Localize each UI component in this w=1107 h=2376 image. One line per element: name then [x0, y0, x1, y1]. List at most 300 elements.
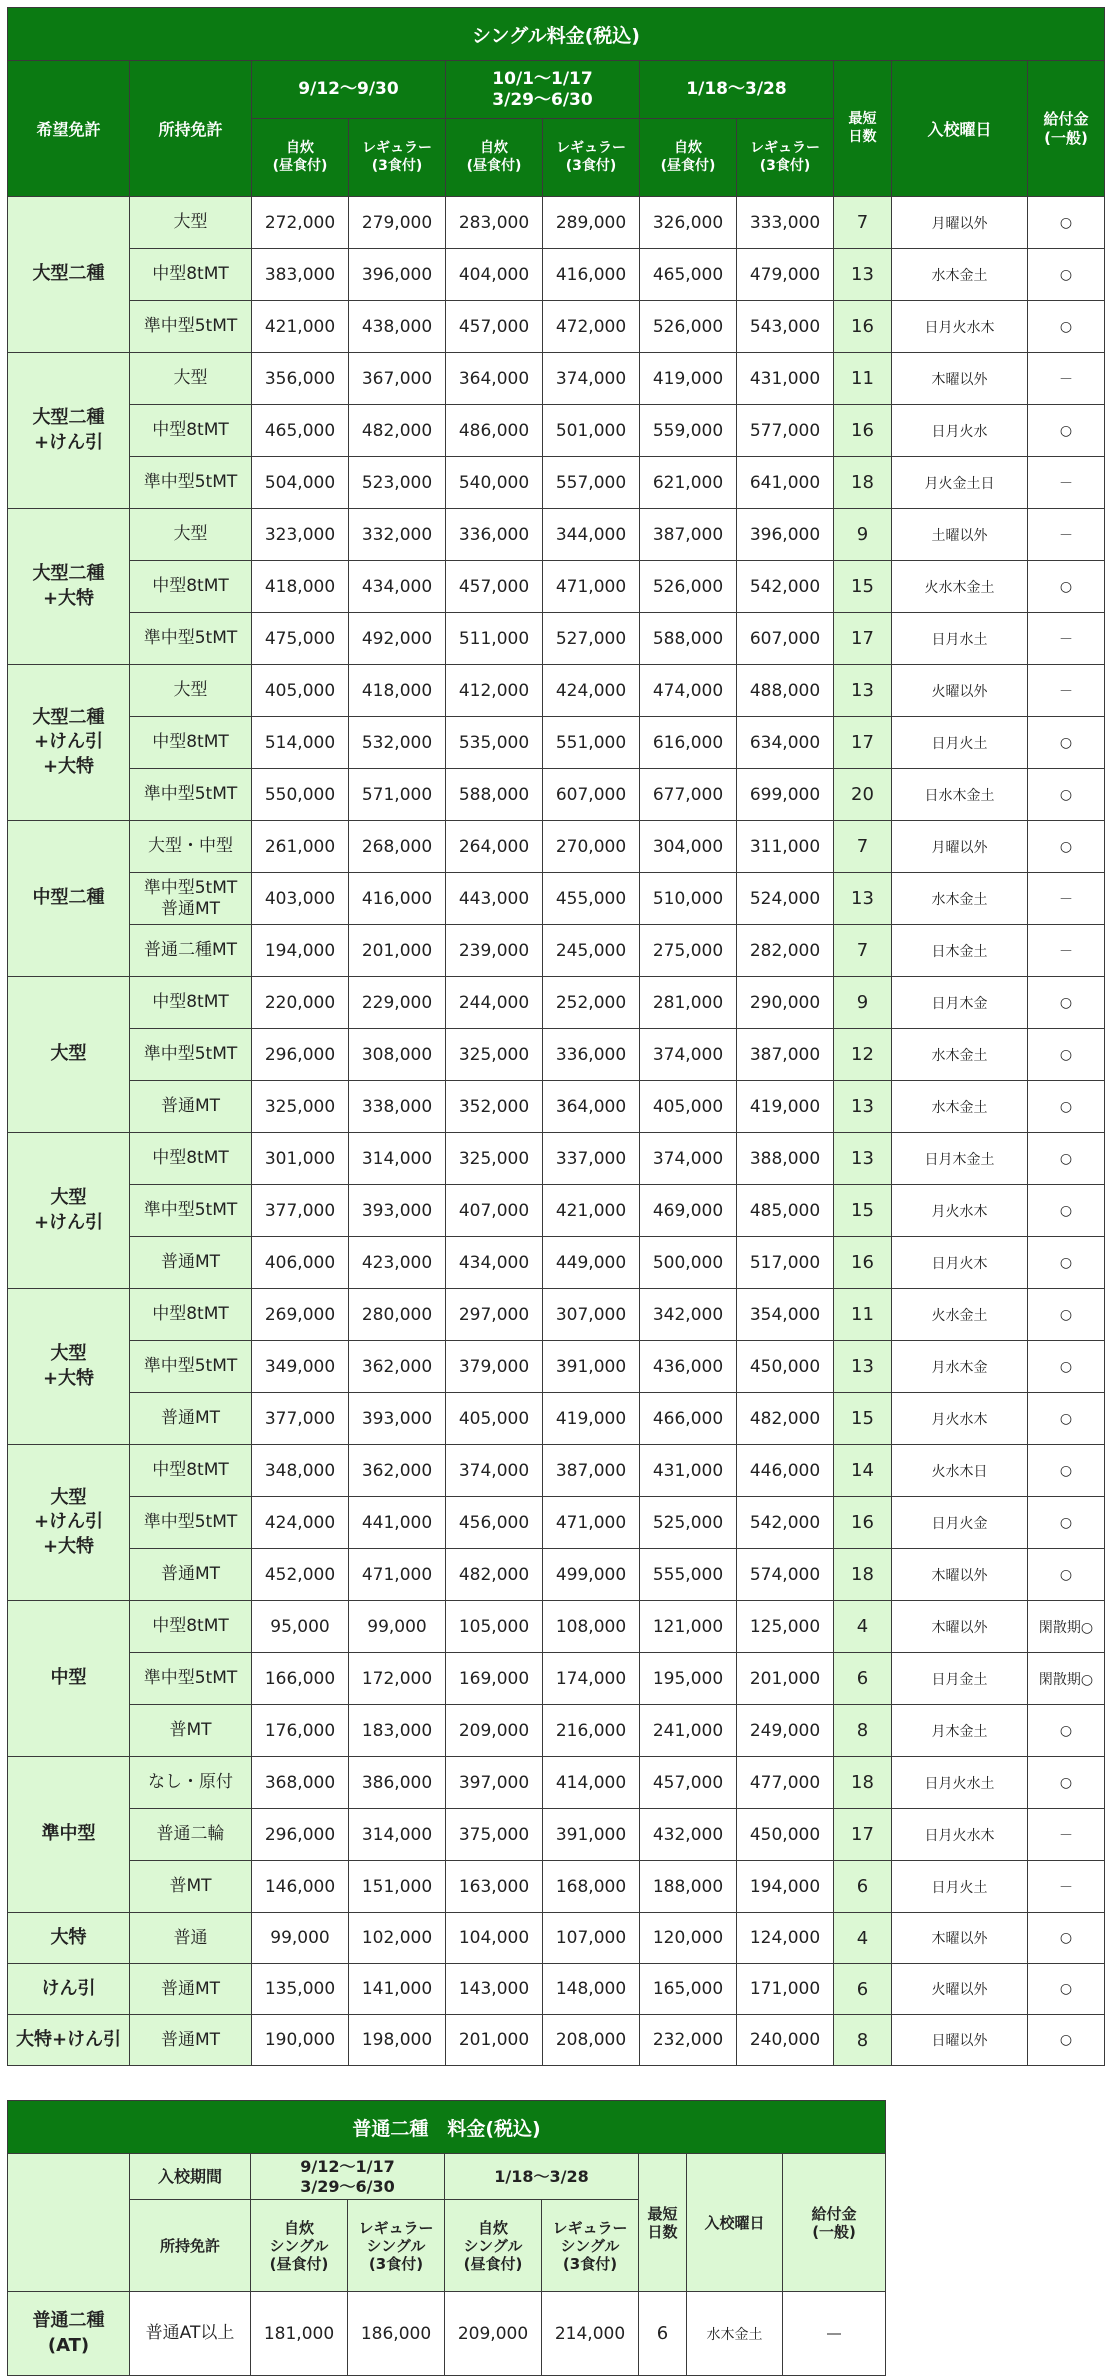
price-cell: 407,000 [446, 1185, 543, 1237]
price-cell: 414,000 [543, 1757, 640, 1809]
price-cell: 524,000 [737, 873, 834, 925]
weekday-cell: 火水木金土 [892, 561, 1028, 613]
grant-cell: ○ [1028, 197, 1105, 249]
price-cell: 543,000 [737, 301, 834, 353]
price-cell: 482,000 [446, 1549, 543, 1601]
grant-cell: － [1028, 457, 1105, 509]
sub-header-period-1: 9/12～1/17 3/29～6/30 [251, 2154, 445, 2200]
price-cell: 314,000 [349, 1809, 446, 1861]
sub-header-regular: レギュラー シングル (3食付) [348, 2200, 445, 2292]
min-days-cell: 16 [834, 301, 892, 353]
price-cell: 379,000 [446, 1341, 543, 1393]
weekday-cell: 木曜以外 [892, 1601, 1028, 1653]
min-days-cell: 13 [834, 1081, 892, 1133]
min-days-cell: 12 [834, 1029, 892, 1081]
grant-cell: 閑散期○ [1028, 1653, 1105, 1705]
table-row [8, 1237, 1105, 1289]
price-cell: 337,000 [543, 1133, 640, 1185]
sub-header-period-label: 入校期間 [130, 2154, 251, 2200]
grant-cell: ○ [1028, 769, 1105, 821]
price-cell: 607,000 [543, 769, 640, 821]
weekday-cell: 木曜以外 [892, 1549, 1028, 1601]
price-cell: 423,000 [349, 1237, 446, 1289]
min-days-cell: 15 [834, 1393, 892, 1445]
price-cell: 270,000 [543, 821, 640, 873]
price-cell: 190,000 [252, 2015, 349, 2066]
table-row [8, 1705, 1105, 1757]
grant-cell: ○ [1028, 561, 1105, 613]
held-license-label: 普通MT [130, 1393, 252, 1445]
weekday-cell: 日木金土 [892, 925, 1028, 977]
single-fee-table [7, 7, 1105, 2066]
held-license-label: 準中型5tMT [130, 613, 252, 665]
price-cell: 364,000 [446, 353, 543, 405]
held-license-label: 普通MT [130, 1237, 252, 1289]
held-license-label: 中型8tMT [130, 249, 252, 301]
grant-cell: ○ [1028, 1289, 1105, 1341]
price-cell: 141,000 [349, 1964, 446, 2015]
weekday-cell: 日月火土 [892, 717, 1028, 769]
held-license-label: 準中型5tMT [130, 1029, 252, 1081]
table-row [8, 665, 1105, 717]
price-cell: 416,000 [349, 873, 446, 925]
price-cell: 311,000 [737, 821, 834, 873]
header-desired-license: 希望免許 [8, 61, 130, 197]
table-row [8, 1133, 1105, 1185]
min-days-cell: 4 [834, 1913, 892, 1964]
held-license-label: 大型 [130, 197, 252, 249]
price-cell: 404,000 [446, 249, 543, 301]
price-cell: 325,000 [446, 1029, 543, 1081]
grant-cell: ○ [1028, 1133, 1105, 1185]
price-cell: 201,000 [349, 925, 446, 977]
min-days-cell: 13 [834, 665, 892, 717]
price-cell: 431,000 [737, 353, 834, 405]
price-cell: 269,000 [252, 1289, 349, 1341]
price-cell: 301,000 [252, 1133, 349, 1185]
weekday-cell: 日曜以外 [892, 2015, 1028, 2066]
weekday-cell: 日月木金 [892, 977, 1028, 1029]
price-cell: 120,000 [640, 1913, 737, 1964]
price-cell: 168,000 [543, 1861, 640, 1913]
weekday-cell: 火水金土 [892, 1289, 1028, 1341]
table-row [8, 561, 1105, 613]
table-row [8, 1601, 1105, 1653]
table-row [8, 1081, 1105, 1133]
price-cell: 449,000 [543, 1237, 640, 1289]
price-cell: 499,000 [543, 1549, 640, 1601]
price-cell: 283,000 [446, 197, 543, 249]
price-cell: 143,000 [446, 1964, 543, 2015]
price-cell: 479,000 [737, 249, 834, 301]
price-cell: 577,000 [737, 405, 834, 457]
price-cell: 264,000 [446, 821, 543, 873]
table-row [8, 1653, 1105, 1705]
price-cell: 607,000 [737, 613, 834, 665]
weekday-cell: 日月金土 [892, 1653, 1028, 1705]
weekday-cell: 月木金土 [892, 1705, 1028, 1757]
min-days-cell: 17 [834, 613, 892, 665]
price-cell: 229,000 [349, 977, 446, 1029]
sub-header-period-2: 1/18～3/28 [445, 2154, 639, 2200]
min-days-cell: 17 [834, 717, 892, 769]
held-license-label: 中型8tMT [130, 405, 252, 457]
sub-price: 181,000 [251, 2292, 348, 2376]
held-license-label: 普通MT [130, 1964, 252, 2015]
price-cell: 354,000 [737, 1289, 834, 1341]
price-cell: 616,000 [640, 717, 737, 769]
held-license-label: 普通MT [130, 1549, 252, 1601]
desired-license-label: 大型二種 +けん引 +大特 [8, 665, 130, 821]
price-cell: 165,000 [640, 1964, 737, 2015]
price-cell: 574,000 [737, 1549, 834, 1601]
price-cell: 474,000 [640, 665, 737, 717]
price-cell: 500,000 [640, 1237, 737, 1289]
table-row [8, 1341, 1105, 1393]
desired-license-label: 大型 +けん引 +大特 [8, 1445, 130, 1601]
sub-header-self-cook: 自炊 シングル (昼食付) [445, 2200, 542, 2292]
price-cell: 557,000 [543, 457, 640, 509]
price-cell: 432,000 [640, 1809, 737, 1861]
price-cell: 332,000 [349, 509, 446, 561]
desired-license-label: 大特+けん引 [8, 2015, 130, 2066]
table-row [8, 1549, 1105, 1601]
grant-cell: ○ [1028, 1237, 1105, 1289]
header-self-cook: 自炊 (昼食付) [252, 119, 349, 197]
price-cell: 374,000 [640, 1029, 737, 1081]
price-cell: 349,000 [252, 1341, 349, 1393]
price-cell: 325,000 [252, 1081, 349, 1133]
price-cell: 540,000 [446, 457, 543, 509]
held-license-label: 準中型5tMT [130, 1185, 252, 1237]
min-days-cell: 18 [834, 457, 892, 509]
price-cell: 457,000 [446, 561, 543, 613]
price-cell: 699,000 [737, 769, 834, 821]
price-cell: 434,000 [349, 561, 446, 613]
held-license-label: なし・原付 [130, 1757, 252, 1809]
price-cell: 621,000 [640, 457, 737, 509]
price-cell: 525,000 [640, 1497, 737, 1549]
price-cell: 240,000 [737, 2015, 834, 2066]
sub-header-self-cook: 自炊 シングル (昼食付) [251, 2200, 348, 2292]
price-cell: 469,000 [640, 1185, 737, 1237]
price-cell: 555,000 [640, 1549, 737, 1601]
price-cell: 456,000 [446, 1497, 543, 1549]
header-grant: 給付金 (一般) [1028, 61, 1105, 197]
table-row [8, 613, 1105, 665]
price-cell: 383,000 [252, 249, 349, 301]
held-license-label: 大型 [130, 665, 252, 717]
price-cell: 296,000 [252, 1809, 349, 1861]
sub-row-label: 普通二種 (AT) [8, 2292, 130, 2376]
price-cell: 297,000 [446, 1289, 543, 1341]
table-row [8, 1964, 1105, 2015]
min-days-cell: 18 [834, 1549, 892, 1601]
table-row [8, 197, 1105, 249]
price-cell: 446,000 [737, 1445, 834, 1497]
sub-price: 186,000 [348, 2292, 445, 2376]
price-cell: 387,000 [737, 1029, 834, 1081]
weekday-cell: 日月火金 [892, 1497, 1028, 1549]
table-row [8, 1809, 1105, 1861]
price-cell: 434,000 [446, 1237, 543, 1289]
price-cell: 279,000 [349, 197, 446, 249]
desired-license-label: 大型二種 +けん引 [8, 353, 130, 509]
price-cell: 99,000 [349, 1601, 446, 1653]
weekday-cell: 月曜以外 [892, 821, 1028, 873]
price-cell: 166,000 [252, 1653, 349, 1705]
min-days-cell: 4 [834, 1601, 892, 1653]
weekday-cell: 火曜以外 [892, 1964, 1028, 2015]
price-cell: 492,000 [349, 613, 446, 665]
futsu-nishu-fee-table [7, 2100, 886, 2376]
desired-license-label: 大型 +大特 [8, 1289, 130, 1445]
table-row [8, 457, 1105, 509]
price-cell: 325,000 [446, 1133, 543, 1185]
sub-table-row [8, 2292, 886, 2376]
desired-license-label: 大型 [8, 977, 130, 1133]
price-cell: 174,000 [543, 1653, 640, 1705]
weekday-cell: 日水木金土 [892, 769, 1028, 821]
held-license-label: 普通二輪 [130, 1809, 252, 1861]
price-cell: 477,000 [737, 1757, 834, 1809]
weekday-cell: 日月火木 [892, 1237, 1028, 1289]
price-cell: 239,000 [446, 925, 543, 977]
min-days-cell: 7 [834, 197, 892, 249]
weekday-cell: 月火金土日 [892, 457, 1028, 509]
price-cell: 588,000 [446, 769, 543, 821]
price-cell: 542,000 [737, 1497, 834, 1549]
price-cell: 244,000 [446, 977, 543, 1029]
price-cell: 471,000 [543, 1497, 640, 1549]
price-cell: 421,000 [543, 1185, 640, 1237]
price-cell: 405,000 [640, 1081, 737, 1133]
weekday-cell: 月火水木 [892, 1393, 1028, 1445]
price-cell: 377,000 [252, 1185, 349, 1237]
weekday-cell: 日月火水木 [892, 1809, 1028, 1861]
held-license-label: 普MT [130, 1861, 252, 1913]
price-cell: 396,000 [737, 509, 834, 561]
price-cell: 482,000 [349, 405, 446, 457]
desired-license-label: 中型二種 [8, 821, 130, 977]
grant-cell: ○ [1028, 1081, 1105, 1133]
held-license-label: 中型8tMT [130, 1601, 252, 1653]
min-days-cell: 17 [834, 1809, 892, 1861]
table-row [8, 353, 1105, 405]
table-row [8, 873, 1105, 925]
price-cell: 634,000 [737, 717, 834, 769]
table-row [8, 977, 1105, 1029]
desired-license-label: 大型二種 +大特 [8, 509, 130, 665]
weekday-cell: 日月木金土 [892, 1133, 1028, 1185]
min-days-cell: 18 [834, 1757, 892, 1809]
table-row [8, 1445, 1105, 1497]
grant-cell: ○ [1028, 249, 1105, 301]
min-days-cell: 8 [834, 1705, 892, 1757]
header-self-cook: 自炊 (昼食付) [446, 119, 543, 197]
price-cell: 504,000 [252, 457, 349, 509]
price-cell: 148,000 [543, 1964, 640, 2015]
price-cell: 107,000 [543, 1913, 640, 1964]
price-cell: 272,000 [252, 197, 349, 249]
price-cell: 304,000 [640, 821, 737, 873]
price-cell: 362,000 [349, 1445, 446, 1497]
price-cell: 517,000 [737, 1237, 834, 1289]
grant-cell: ○ [1028, 1757, 1105, 1809]
price-cell: 457,000 [640, 1757, 737, 1809]
fee-table-body [8, 197, 1105, 2066]
price-cell: 268,000 [349, 821, 446, 873]
price-cell: 421,000 [252, 301, 349, 353]
held-license-label: 普通MT [130, 1081, 252, 1133]
price-cell: 441,000 [349, 1497, 446, 1549]
price-cell: 535,000 [446, 717, 543, 769]
price-cell: 308,000 [349, 1029, 446, 1081]
price-cell: 386,000 [349, 1757, 446, 1809]
sub-header-corner [8, 2154, 130, 2292]
weekday-cell: 木曜以外 [892, 353, 1028, 405]
price-cell: 403,000 [252, 873, 349, 925]
held-license-label: 準中型5tMT [130, 1341, 252, 1393]
price-cell: 475,000 [252, 613, 349, 665]
price-cell: 151,000 [349, 1861, 446, 1913]
price-cell: 419,000 [543, 1393, 640, 1445]
price-cell: 323,000 [252, 509, 349, 561]
grant-cell: ○ [1028, 1964, 1105, 2015]
price-cell: 465,000 [252, 405, 349, 457]
table-row [8, 301, 1105, 353]
desired-license-label: 準中型 [8, 1757, 130, 1913]
held-license-label: 準中型5tMT [130, 769, 252, 821]
price-cell: 391,000 [543, 1809, 640, 1861]
min-days-cell: 15 [834, 1185, 892, 1237]
price-cell: 352,000 [446, 1081, 543, 1133]
weekday-cell: 水木金土 [892, 1029, 1028, 1081]
price-cell: 418,000 [252, 561, 349, 613]
price-cell: 559,000 [640, 405, 737, 457]
price-cell: 282,000 [737, 925, 834, 977]
price-cell: 290,000 [737, 977, 834, 1029]
price-cell: 338,000 [349, 1081, 446, 1133]
price-cell: 387,000 [640, 509, 737, 561]
price-cell: 342,000 [640, 1289, 737, 1341]
held-license-label: 中型8tMT [130, 561, 252, 613]
price-cell: 588,000 [640, 613, 737, 665]
header-period-2: 10/1～1/17 3/29～6/30 [446, 61, 640, 119]
price-cell: 405,000 [252, 665, 349, 717]
price-cell: 471,000 [349, 1549, 446, 1601]
price-cell: 307,000 [543, 1289, 640, 1341]
price-cell: 336,000 [543, 1029, 640, 1081]
price-cell: 280,000 [349, 1289, 446, 1341]
held-license-label: 準中型5tMT [130, 1653, 252, 1705]
price-cell: 486,000 [446, 405, 543, 457]
price-cell: 105,000 [446, 1601, 543, 1653]
min-days-cell: 16 [834, 405, 892, 457]
grant-cell: － [1028, 509, 1105, 561]
min-days-cell: 9 [834, 509, 892, 561]
price-cell: 471,000 [543, 561, 640, 613]
price-cell: 289,000 [543, 197, 640, 249]
price-cell: 125,000 [737, 1601, 834, 1653]
weekday-cell: 日月火土 [892, 1861, 1028, 1913]
grant-cell: ○ [1028, 1705, 1105, 1757]
min-days-cell: 6 [834, 1861, 892, 1913]
min-days-cell: 6 [834, 1653, 892, 1705]
desired-license-label: 大特 [8, 1913, 130, 1964]
table-row [8, 2015, 1105, 2066]
grant-cell: ○ [1028, 2015, 1105, 2066]
price-cell: 393,000 [349, 1393, 446, 1445]
grant-cell: ○ [1028, 717, 1105, 769]
header-min-days: 最短 日数 [834, 61, 892, 197]
desired-license-label: 大型二種 [8, 197, 130, 353]
min-days-cell: 6 [834, 1964, 892, 2015]
held-license-label: 準中型5tMT [130, 457, 252, 509]
table-row [8, 1497, 1105, 1549]
price-cell: 510,000 [640, 873, 737, 925]
held-license-label: 中型8tMT [130, 1133, 252, 1185]
grant-cell: ○ [1028, 1497, 1105, 1549]
price-cell: 501,000 [543, 405, 640, 457]
price-cell: 368,000 [252, 1757, 349, 1809]
grant-cell: ○ [1028, 821, 1105, 873]
grant-cell: － [1028, 1861, 1105, 1913]
price-cell: 391,000 [543, 1341, 640, 1393]
price-cell: 261,000 [252, 821, 349, 873]
weekday-cell: 火曜以外 [892, 665, 1028, 717]
sub-header-min-days: 最短 日数 [639, 2154, 687, 2292]
price-cell: 424,000 [543, 665, 640, 717]
grant-cell: － [1028, 1809, 1105, 1861]
price-cell: 281,000 [640, 977, 737, 1029]
desired-license-label: 大型 +けん引 [8, 1133, 130, 1289]
grant-cell: ○ [1028, 1341, 1105, 1393]
sub-header-grant: 給付金 (一般) [783, 2154, 886, 2292]
price-cell: 163,000 [446, 1861, 543, 1913]
price-cell: 124,000 [737, 1913, 834, 1964]
table-row [8, 1913, 1105, 1964]
min-days-cell: 20 [834, 769, 892, 821]
sub-header-weekday: 入校曜日 [687, 2154, 783, 2292]
price-cell: 183,000 [349, 1705, 446, 1757]
table-row [8, 1757, 1105, 1809]
desired-license-label: 中型 [8, 1601, 130, 1757]
grant-cell: ○ [1028, 1913, 1105, 1964]
price-cell: 275,000 [640, 925, 737, 977]
price-cell: 526,000 [640, 561, 737, 613]
price-cell: 388,000 [737, 1133, 834, 1185]
price-cell: 514,000 [252, 717, 349, 769]
price-cell: 348,000 [252, 1445, 349, 1497]
min-days-cell: 15 [834, 561, 892, 613]
weekday-cell: 土曜以外 [892, 509, 1028, 561]
header-period-1: 9/12～9/30 [252, 61, 446, 119]
price-cell: 511,000 [446, 613, 543, 665]
min-days-cell: 7 [834, 821, 892, 873]
sub-header-held: 所持免許 [130, 2200, 251, 2292]
table-row [8, 1861, 1105, 1913]
price-cell: 532,000 [349, 717, 446, 769]
price-cell: 201,000 [737, 1653, 834, 1705]
held-license-label: 中型8tMT [130, 1445, 252, 1497]
price-cell: 208,000 [543, 2015, 640, 2066]
price-cell: 523,000 [349, 457, 446, 509]
price-cell: 396,000 [349, 249, 446, 301]
price-cell: 176,000 [252, 1705, 349, 1757]
price-cell: 416,000 [543, 249, 640, 301]
table-title: シングル料金(税込) [8, 8, 1105, 61]
